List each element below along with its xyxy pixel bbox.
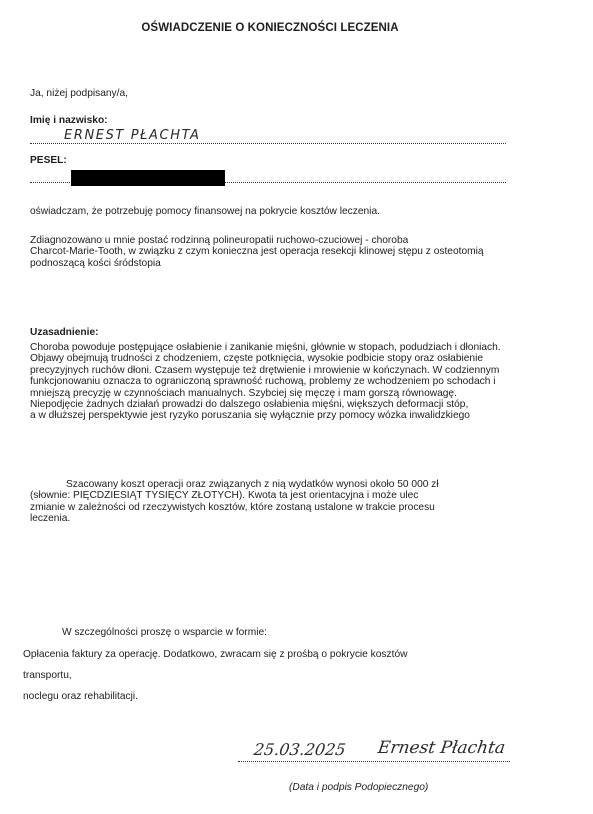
request-line: transportu,: [23, 670, 72, 681]
diagnosis-paragraph: [30, 235, 484, 269]
request-line: Opłacenia faktury za operację. Dodatkowo, zwracam się z prośbą o pokrycie kosztów: [23, 649, 408, 660]
justification-line: Niepodjęcie żadnych działań prowadzi do dalszego osłabienia mięśni, większych deformacji stóp,: [30, 398, 469, 410]
diagnosis-line: podnoszącą kości śródstopia: [30, 257, 161, 269]
signature-dotted-line: [238, 761, 510, 762]
justification-line: Choroba powoduje postępujące osłabienie i zanikanie mięśni, głównie w stopach, podudziach i dłoniach.: [30, 342, 501, 353]
name-label: Imię i nazwisko:: [30, 115, 108, 126]
statement-text: oświadczam, że potrzebuję pomocy finansowej na pokrycie kosztów leczenia.: [30, 206, 380, 217]
name-handwritten-value: ERNEST PŁACHTA: [64, 128, 201, 143]
diagnosis-line: Charcot-Marie-Tooth, w związku z czym konieczna jest operacja resekcji klinowej stępu z osteotomią: [30, 246, 484, 258]
diagnosis-line: Zdiagnozowano u mnie postać rodzinną polineuropatii ruchowo-czuciowej - choroba: [30, 235, 409, 246]
justification-line: funkcjonowaniu oznacza to ograniczoną sprawność ruchową, problemy ze wchodzeniem po schodach i: [30, 376, 496, 388]
justification-paragraph: [30, 342, 501, 422]
pesel-redaction: [71, 170, 225, 186]
pesel-label: PESEL:: [30, 155, 67, 166]
cost-paragraph: [30, 479, 439, 525]
justification-heading: Uzasadnienie:: [30, 327, 99, 338]
name-dotted-line: [30, 143, 506, 144]
justification-line: mniejszą precyzję w czynnościach manualnych. Szybciej się męczę i mam gorszą równowagę.: [30, 387, 457, 399]
document-title: OŚWIADCZENIE O KONIECZNOŚCI LECZENIA: [141, 22, 399, 34]
intro-text: Ja, niżej podpisany/a,: [30, 88, 128, 99]
signature-date: 25.03.2025: [252, 740, 347, 759]
request-line: noclegu oraz rehabilitacji.: [23, 691, 138, 702]
cost-line: (słownie: PIĘCDZIESIĄT TYSIĘCY ZŁOTYCH). Kwota ta jest orientacyjna i może ulec: [30, 490, 419, 502]
cost-line: Szacowany koszt operacji oraz związanych z nią wydatków wynosi około 50 000 zł: [66, 479, 439, 490]
cost-line: leczenia.: [30, 513, 71, 525]
request-intro: W szczególności proszę o wsparcie w formie:: [62, 627, 267, 638]
justification-line: precyzyjnych ruchów dłoni. Czasem występuje też drętwienie i mrowienie w kończynach. W codziennym: [30, 364, 500, 376]
cost-line: zmianie w zależności od rzeczywistych kosztów, które zostaną ustalone w trakcie procesu: [30, 501, 435, 513]
signature-name: Ernest Płachta: [376, 738, 507, 758]
justification-line: a w dłuższej perspektywie jest ryzyko poruszania się wyłącznie przy pomocy wózka inwalidzkiego: [30, 410, 470, 422]
signature-caption: (Data i podpis Podopiecznego): [289, 782, 429, 793]
justification-line: Objawy obejmują trudności z chodzeniem, częste potknięcia, wysokie podbicie stopy oraz osłabienie: [30, 353, 484, 365]
